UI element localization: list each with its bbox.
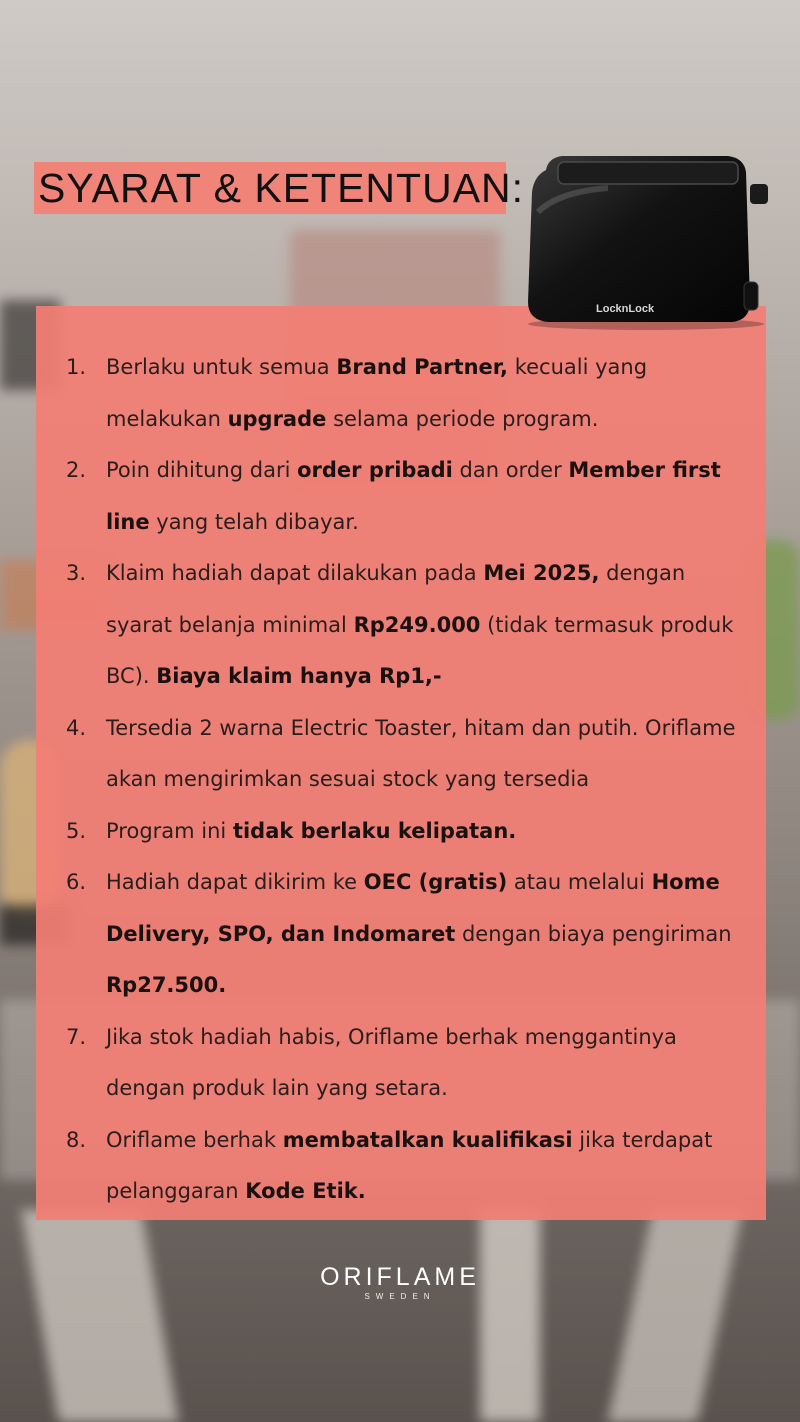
background-chair-leg [21, 1210, 178, 1422]
term-emphasis: OEC (gratis) [363, 870, 508, 894]
term-emphasis: order pribadi [297, 458, 453, 482]
term-text: dan order [452, 458, 569, 482]
term-number: 7. [66, 1024, 87, 1049]
term-emphasis: membatalkan kualifikasi [282, 1127, 573, 1152]
term-item [66, 445, 746, 548]
term-item [66, 857, 746, 1012]
toaster-brand-label: LocknLock [596, 303, 655, 315]
term-text: Program ini [106, 818, 233, 843]
term-text: atau melalui [507, 870, 652, 894]
term-emphasis: Kode Etik. [245, 1179, 366, 1203]
term-item [66, 1115, 746, 1218]
term-item [66, 806, 746, 858]
term-item [66, 1012, 746, 1115]
term-number: 6. [66, 870, 87, 894]
term-number: 8. [66, 1127, 87, 1152]
logo-wordmark: ORIFLAME [320, 1263, 480, 1291]
term-text: (tidak termasuk produk BC). [106, 612, 734, 688]
term-text: Tersedia 2 warna Electric Toaster, hitam dan putih. Oriflame akan mengirimkan sesuai stock yang tersedia [106, 715, 736, 791]
term-text: Klaim hadiah dapat dilakukan pada [106, 561, 484, 585]
term-item [66, 548, 746, 703]
terms-list [66, 342, 746, 1218]
term-emphasis: Mei 2025, [483, 561, 600, 585]
term-text: dengan syarat belanja minimal [106, 561, 686, 637]
term-number: 2. [66, 458, 87, 482]
term-text: selama periode program. [326, 406, 599, 431]
term-text: Jika stok hadiah habis, Oriflame berhak menggantinya dengan produk lain yang setara. [106, 1024, 677, 1100]
term-emphasis: Member first line [106, 458, 721, 534]
term-number: 3. [66, 561, 87, 585]
background-chair-leg [480, 1210, 540, 1422]
term-emphasis: Home Delivery, SPO, dan Indomaret [106, 870, 720, 946]
term-text: Berlaku untuk semua [106, 355, 337, 379]
term-text: Poin dihitung dari [106, 458, 298, 482]
term-text: jika terdapat pelanggaran [106, 1127, 713, 1203]
term-number: 5. [66, 818, 87, 843]
logo-subtitle: SWEDEN [364, 1292, 436, 1301]
term-text: yang telah dibayar. [149, 509, 359, 534]
term-text: Hadiah dapat dikirim ke [106, 870, 364, 894]
term-item [66, 342, 746, 445]
background-chair-leg [607, 1210, 742, 1422]
term-text: dengan biaya pengiriman [455, 921, 732, 946]
term-emphasis: Rp249.000 [353, 612, 481, 637]
term-number: 1. [66, 355, 87, 379]
term-emphasis: Rp27.500. [106, 973, 227, 997]
term-emphasis: Brand Partner, [336, 355, 509, 379]
term-text: kecuali yang melakukan [106, 355, 648, 431]
term-emphasis: upgrade [227, 406, 327, 431]
toaster-image [518, 152, 774, 330]
page-title: SYARAT & KETENTUAN: [38, 165, 525, 211]
oriflame-logo [0, 1262, 800, 1302]
term-emphasis: tidak berlaku kelipatan. [232, 818, 517, 843]
term-text: Oriflame berhak [106, 1127, 283, 1152]
term-item [66, 703, 746, 806]
term-number: 4. [66, 715, 87, 740]
term-emphasis: Biaya klaim hanya Rp1,- [156, 664, 442, 688]
